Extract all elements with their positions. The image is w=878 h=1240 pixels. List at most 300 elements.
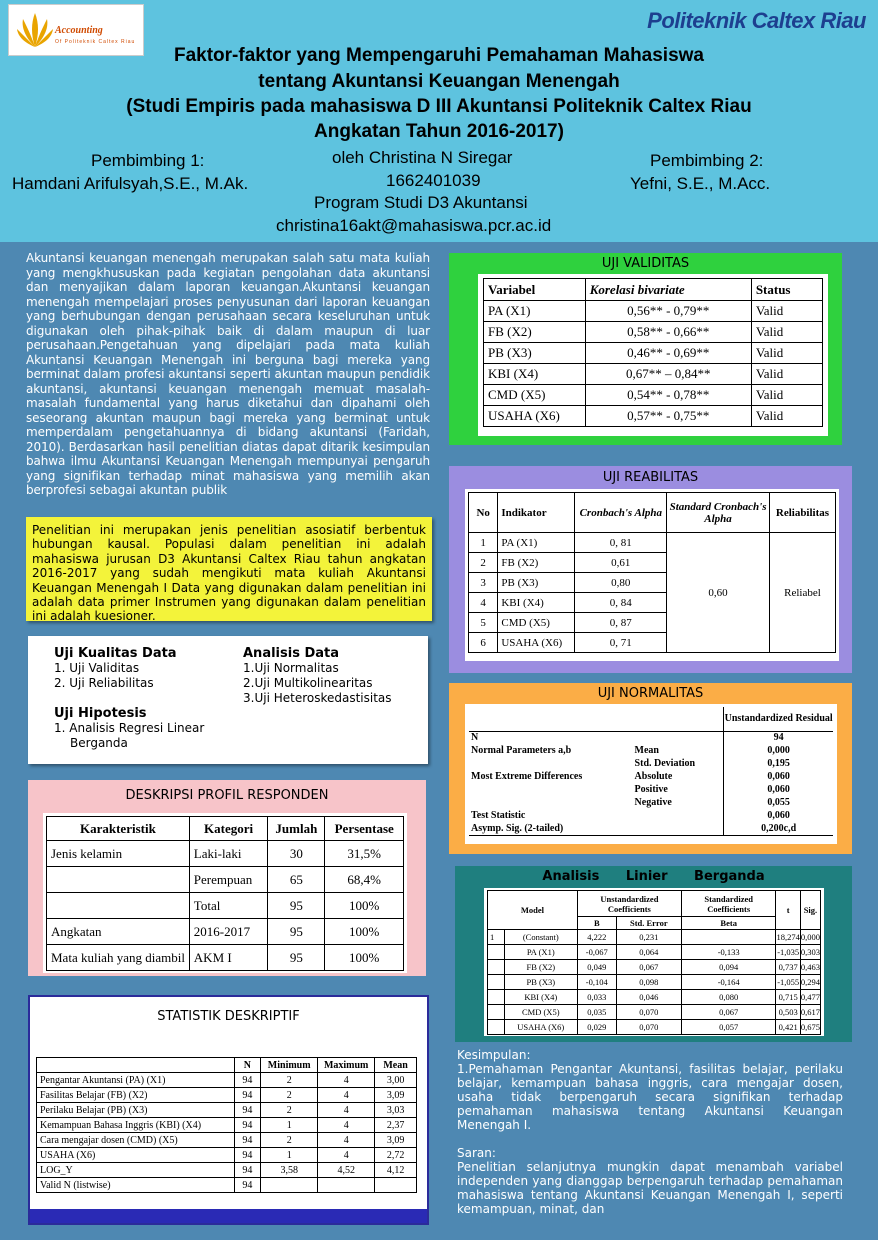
normalitas-row (469, 822, 833, 835)
regresi-cell: KBI (X4) (504, 990, 577, 1005)
reabilitas-cell: 0, 87 (575, 613, 667, 633)
regresi-cell: FB (X2) (504, 960, 577, 975)
statistik-cell: Fasilitas Belajar (FB) (X2) (37, 1088, 235, 1103)
validitas-row (484, 301, 823, 322)
statistik-body (37, 1073, 417, 1193)
normalitas-cell: 0,000 (724, 744, 833, 757)
statistik-cell: 2 (261, 1088, 318, 1103)
reabilitas-cell: 6 (469, 633, 498, 653)
normalitas-table-box (465, 704, 837, 844)
reabilitas-body (469, 533, 836, 653)
regresi-cell: 1 (488, 930, 505, 945)
statistik-cell: 4 (318, 1133, 375, 1148)
regresi-header: Model (488, 891, 578, 930)
profil-row (47, 945, 404, 971)
statistik-cell: 2 (261, 1103, 318, 1118)
profil-cell: Total (189, 893, 268, 919)
regresi-cell: 0,057 (681, 1020, 776, 1035)
pembimbing2-label: Pembimbing 2: (650, 151, 764, 170)
regresi-cell: PB (X3) (504, 975, 577, 990)
normalitas-row (469, 796, 833, 809)
normalitas-cell: Test Statistic (471, 810, 526, 821)
reabilitas-cell: 0, 71 (575, 633, 667, 653)
regresi-cell (488, 990, 505, 1005)
regresi-cell: 0,675 (800, 1020, 820, 1035)
validitas-cell: 0,67** – 0,84** (585, 364, 751, 385)
regresi-cell: 0,617 (800, 1005, 820, 1020)
validitas-cell: Valid (751, 322, 822, 343)
regresi-cell: 0,033 (577, 990, 616, 1005)
normalitas-cell: Negative (634, 797, 672, 808)
normalitas-cell (635, 822, 724, 835)
regresi-header: Unstandardized Coefficients (577, 891, 681, 917)
profil-cell: 68,4% (325, 867, 404, 893)
statistik-cell: Pengantar Akuntansi (PA) (X1) (37, 1073, 235, 1088)
profil-table-box (43, 813, 407, 973)
validitas-row (484, 406, 823, 427)
validitas-cell: PA (X1) (484, 301, 586, 322)
normalitas-cell: 0,060 (724, 809, 833, 822)
statistik-cell: 3,03 (375, 1103, 417, 1118)
regresi-row (488, 945, 821, 960)
validitas-cell: Valid (751, 364, 822, 385)
regresi-cell: 0,070 (616, 1020, 681, 1035)
validitas-header: Status (751, 279, 822, 301)
analisis-data-item: 1.Uji Normalitas (243, 661, 339, 675)
regresi-cell: PA (X1) (504, 945, 577, 960)
statistik-table (36, 1057, 417, 1193)
validitas-header: Korelasi bivariate (585, 279, 751, 301)
regresi-cell (488, 960, 505, 975)
statistik-header: Minimum (261, 1058, 318, 1073)
statistik-header: N (234, 1058, 261, 1073)
reabilitas-header: Cronbach's Alpha (575, 493, 667, 533)
validitas-table-box (478, 274, 828, 436)
analysis-methods-box (28, 636, 428, 764)
regresi-cell: -0,164 (681, 975, 776, 990)
statistik-cell: 4 (318, 1148, 375, 1163)
validitas-cell: 0,46** - 0,69** (585, 343, 751, 364)
regresi-cell: 0,067 (681, 1005, 776, 1020)
statistik-cell: 4,12 (375, 1163, 417, 1178)
regresi-cell: 0,080 (681, 990, 776, 1005)
validitas-cell: PB (X3) (484, 343, 586, 364)
regresi-header: Standardized Coefficients (681, 891, 776, 917)
reabilitas-table-box (465, 489, 839, 661)
regresi-header: Std. Error (616, 917, 681, 930)
statistik-cell (318, 1178, 375, 1193)
statistik-cell (261, 1178, 318, 1193)
title-line-4: Angkatan Tahun 2016-2017) (314, 121, 564, 142)
title-line-3: (Studi Empiris pada mahasiswa D III Akuntansi Politeknik Caltex Riau (126, 96, 752, 117)
statistik-cell: 2,72 (375, 1148, 417, 1163)
normalitas-cell: N (471, 732, 479, 744)
profil-header: Karakteristik (47, 817, 190, 841)
statistik-cell: 4,52 (318, 1163, 375, 1178)
saran-title: Saran: (457, 1146, 496, 1160)
author-email: christina16akt@mahasiswa.pcr.ac.id (276, 216, 552, 235)
normalitas-cell: 0,060 (724, 770, 833, 783)
method-text: Penelitian ini merupakan jenis penelitian asosiatif berbentuk hubungan kausal. Populasi dalam penelitian ini adalah mahasiswa jurusan D3 Akuntansi Caltex Riau tahun angkatan 2016-2017 yang sudah mengikuti mata kuliah Akuntansi Keuangan Menengah I Data yang digunakan dalam penelitian ini adalah data primer Instrumen yang digunakan dalam penelitian ini adalah kuesioner. (32, 523, 426, 624)
profil-title: DESKRIPSI PROFIL RESPONDEN (125, 788, 329, 803)
author-name: oleh Christina N Siregar (332, 148, 513, 167)
statistik-cell: 94 (234, 1103, 261, 1118)
validitas-cell: 0,58** - 0,66** (585, 322, 751, 343)
normalitas-cell: Positive (634, 784, 668, 795)
normalitas-cell: Absolute (634, 771, 673, 782)
statistik-cell: 1 (261, 1118, 318, 1133)
statistik-row (37, 1088, 417, 1103)
profil-cell: 95 (268, 919, 325, 945)
validitas-body (484, 301, 823, 427)
statistik-cell: 1 (261, 1148, 318, 1163)
statistik-cell: 3,09 (375, 1088, 417, 1103)
logo-brand-text: Accounting (55, 25, 103, 36)
normalitas-header: Unstandardized Residual (724, 707, 833, 731)
reabilitas-cell: CMD (X5) (498, 613, 575, 633)
regresi-header: t (776, 891, 800, 930)
regresi-cell: CMD (X5) (504, 1005, 577, 1020)
regresi-cell: 0,070 (616, 1005, 681, 1020)
normalitas-table (469, 707, 833, 836)
analisis-data-item: 2.Uji Multikolinearitas (243, 676, 373, 690)
profil-cell: 95 (268, 945, 325, 971)
reabilitas-cell: 5 (469, 613, 498, 633)
statistik-cell: 94 (234, 1088, 261, 1103)
author-nim: 1662401039 (386, 171, 481, 190)
normalitas-cell: 94 (724, 731, 833, 744)
regresi-row (488, 990, 821, 1005)
normalitas-cell (635, 731, 724, 744)
study-program: Program Studi D3 Akuntansi (314, 193, 528, 212)
statistik-cell: 94 (234, 1163, 261, 1178)
saran-text: Penelitian selanjutnya mungkin dapat menambah variabel independen yang dianggap berpengaruh terhadap pemahaman mahasiswa tentang Akuntansi Keuangan Menengah I, seperti kemampuan, minat, dan (457, 1160, 843, 1216)
introduction-text: Akuntansi keuangan menengah merupakan salah satu mata kuliah yang mengkhususkan pada kegiatan pengolahan data akuntansi dan menyajikan dalam laporan keuangan.Akuntansi keuangan menengah mempelajari proses penyusunan dari laporan keuangan yang berhubungan dengan perusahaan secara keseluruhan untuk digunakan oleh pihak-pihak baik di dalam maupun di luar perusahaan.Pengetahuan yang dipelajari pada mata kuliah Akuntansi Keuangan Menengah ini berguna bagi mereka yang berminat dalam profesi akuntansi seperti akuntan maupun pendidik akuntansi, akuntansi keuangan menengah memuat masalah-masalah fundamental yang harus diketahui dan dipahami oleh seseorang akuntan maupun bagi mereka yang berminat untuk memperdalam pengetahuannya di bidang akuntansi (Faridah, 2010). Berdasarkan hasil penelitian diatas dapat ditarik kesimpulan bahwa ilmu Akuntansi Keuangan Menengah mempunyai pengaruh yang signifikan terhadap minat mahasiswa yang memilih akan berprofesi sebagai akuntan publik (26, 251, 430, 497)
regresi-cell: 0,294 (800, 975, 820, 990)
normalitas-cell: Most Extreme Differences (471, 771, 583, 782)
reabilitas-cell: 2 (469, 553, 498, 573)
validitas-cell: KBI (X4) (484, 364, 586, 385)
validitas-cell: 0,57** - 0,75** (585, 406, 751, 427)
pembimbing2-name: Yefni, S.E., M.Acc. (630, 174, 771, 193)
reabilitas-cell: 0,80 (575, 573, 667, 593)
statistik-cell: 4 (318, 1118, 375, 1133)
normalitas-cell (469, 796, 635, 809)
profil-body (47, 841, 404, 971)
statistik-header: Maximum (318, 1058, 375, 1073)
regresi-cell: 4,222 (577, 930, 616, 945)
regresi-cell: 0,463 (800, 960, 820, 975)
regresi-panel (455, 866, 852, 1042)
profil-cell: AKM I (189, 945, 268, 971)
reabilitas-cell: KBI (X4) (498, 593, 575, 613)
regresi-cell: 0,421 (776, 1020, 800, 1035)
regresi-row (488, 930, 821, 945)
regresi-cell (488, 945, 505, 960)
regresi-cell: 0,049 (577, 960, 616, 975)
hipotesis-title: Uji Hipotesis (54, 706, 147, 721)
regresi-cell: 0,029 (577, 1020, 616, 1035)
validitas-cell: CMD (X5) (484, 385, 586, 406)
regresi-header: Sig. (800, 891, 820, 930)
statistik-bottom-bar (30, 1209, 427, 1223)
profil-row (47, 841, 404, 867)
profil-header: Jumlah (268, 817, 325, 841)
validitas-header: Variabel (484, 279, 586, 301)
profil-panel (28, 780, 426, 976)
statistik-title: STATISTIK DESKRIPTIF (157, 1009, 300, 1024)
validitas-cell: USAHA (X6) (484, 406, 586, 427)
reabilitas-cell: 0,61 (575, 553, 667, 573)
kesimpulan-section (457, 1048, 843, 1216)
validitas-panel (449, 253, 842, 445)
kesimpulan-title: Kesimpulan: (457, 1048, 531, 1062)
pembimbing1-name: Hamdani Arifulsyah,S.E., M.Ak. (12, 174, 249, 193)
validitas-cell: 0,54** - 0,78** (585, 385, 751, 406)
regresi-cell: 0,094 (681, 960, 776, 975)
normalitas-title: UJI NORMALITAS (597, 686, 704, 701)
profil-cell: Laki-laki (189, 841, 268, 867)
regresi-table-box (484, 888, 824, 1036)
regresi-cell: 0,303 (800, 945, 820, 960)
regresi-cell (488, 975, 505, 990)
normalitas-cell (469, 757, 635, 770)
reabilitas-panel (449, 466, 852, 673)
analisis-data-title: Analisis Data (243, 646, 340, 661)
statistik-row (37, 1118, 417, 1133)
kualitas-title: Uji Kualitas Data (54, 646, 177, 661)
regresi-cell: 0,000 (800, 930, 820, 945)
regresi-cell: 0,035 (577, 1005, 616, 1020)
statistik-row (37, 1178, 417, 1193)
regresi-cell: -0,133 (681, 945, 776, 960)
statistik-row (37, 1103, 417, 1118)
logo-brand-subtext: Of Politeknik Caltex Riau (55, 39, 136, 45)
validitas-cell: Valid (751, 406, 822, 427)
analisis-data-column (243, 646, 392, 706)
reabilitas-cell: USAHA (X6) (498, 633, 575, 653)
analisis-data-item: 3.Uji Heteroskedastisitas (243, 691, 392, 705)
reabilitas-cell: 1 (469, 533, 498, 553)
normalitas-cell: Asymp. Sig. (2-tailed) (469, 822, 635, 835)
profil-cell: 100% (325, 945, 404, 971)
normalitas-row (469, 809, 833, 822)
normalitas-cell: 0,195 (724, 757, 833, 770)
profil-row (47, 867, 404, 893)
profil-cell: 31,5% (325, 841, 404, 867)
statistik-cell: 94 (234, 1118, 261, 1133)
regresi-cell: -0,104 (577, 975, 616, 990)
statistik-cell: USAHA (X6) (37, 1148, 235, 1163)
statistik-cell: Valid N (listwise) (37, 1178, 235, 1193)
kualitas-item: 1. Uji Validitas (54, 661, 140, 675)
validitas-row (484, 322, 823, 343)
statistik-cell: 94 (234, 1178, 261, 1193)
regresi-cell: 0,067 (616, 960, 681, 975)
validitas-table (483, 278, 823, 427)
regresi-header: Beta (681, 917, 776, 930)
regresi-row (488, 1020, 821, 1035)
statistik-header: Mean (375, 1058, 417, 1073)
statistik-cell: Kemampuan Bahasa Inggris (KBI) (X4) (37, 1118, 235, 1133)
normalitas-cell: 0,055 (724, 796, 833, 809)
regresi-cell (681, 930, 776, 945)
regresi-cell: -0,067 (577, 945, 616, 960)
profil-cell: 65 (268, 867, 325, 893)
profil-row (47, 919, 404, 945)
reabilitas-cell: FB (X2) (498, 553, 575, 573)
reabilitas-header: No (469, 493, 498, 533)
statistik-cell: 4 (318, 1103, 375, 1118)
hipotesis-item-cont: Berganda (70, 736, 128, 750)
statistik-cell: Cara mengajar dosen (CMD) (X5) (37, 1133, 235, 1148)
statistik-cell: 4 (318, 1088, 375, 1103)
statistik-cell: 3,58 (261, 1163, 318, 1178)
validitas-row (484, 364, 823, 385)
reabilitas-cell: 3 (469, 573, 498, 593)
statistik-row (37, 1073, 417, 1088)
title-line-1: Faktor-faktor yang Mempengaruhi Pemahaman Mahasiswa (173, 45, 705, 66)
reabilitas-cell: PA (X1) (498, 533, 575, 553)
profil-cell: Perempuan (189, 867, 268, 893)
normalitas-cell (469, 783, 635, 796)
profil-header: Persentase (325, 817, 404, 841)
title-line-2: tentang Akuntansi Keuangan Menengah (258, 71, 620, 92)
reabilitas-title: UJI REABILITAS (602, 470, 699, 485)
reabilitas-cell: 4 (469, 593, 498, 613)
statistik-cell: LOG_Y (37, 1163, 235, 1178)
statistik-panel (28, 995, 429, 1225)
regresi-table (487, 890, 821, 1035)
normalitas-cell: Normal Parameters a,b (471, 745, 572, 756)
reabilitas-table (468, 492, 836, 653)
profil-cell: 100% (325, 893, 404, 919)
regresi-cell: 0,737 (776, 960, 800, 975)
reabilitas-cell: 0, 81 (575, 533, 667, 553)
regresi-cell: 0,064 (616, 945, 681, 960)
statistik-cell: 94 (234, 1148, 261, 1163)
statistik-cell: Perilaku Belajar (PB) (X3) (37, 1103, 235, 1118)
regresi-cell: 0,098 (616, 975, 681, 990)
normalitas-row (469, 744, 833, 757)
regresi-header: B (577, 917, 616, 930)
profil-cell (47, 867, 190, 893)
validitas-cell: Valid (751, 301, 822, 322)
statistik-row (37, 1163, 417, 1178)
reabilitas-row (469, 533, 836, 553)
validitas-row (484, 343, 823, 364)
statistik-cell: 3,09 (375, 1133, 417, 1148)
statistik-cell: 2,37 (375, 1118, 417, 1133)
validitas-cell: Valid (751, 343, 822, 364)
profil-cell: Angkatan (47, 919, 190, 945)
reabilitas-header: Reliabilitas (769, 493, 835, 533)
regresi-cell (488, 1020, 505, 1035)
statistik-cell: 94 (234, 1073, 261, 1088)
poster-header (0, 0, 878, 242)
kualitas-item: 2. Uji Reliabilitas (54, 676, 154, 690)
validitas-cell: 0,56** - 0,79** (585, 301, 751, 322)
regresi-cell: 0,046 (616, 990, 681, 1005)
profil-cell: 2016-2017 (189, 919, 268, 945)
validitas-cell: Valid (751, 385, 822, 406)
statistik-cell: 3,00 (375, 1073, 417, 1088)
normalitas-panel (449, 683, 852, 854)
normalitas-cell (635, 809, 724, 822)
profil-row (47, 893, 404, 919)
normalitas-cell: 0,200c,d (724, 822, 833, 835)
validitas-cell: FB (X2) (484, 322, 586, 343)
normalitas-row (469, 783, 833, 796)
reabilitas-standard: 0,60 (667, 533, 770, 653)
regresi-cell (488, 1005, 505, 1020)
regresi-row (488, 1005, 821, 1020)
regresi-body (488, 930, 821, 1035)
regresi-cell: USAHA (X6) (504, 1020, 577, 1035)
normalitas-row (469, 757, 833, 770)
profil-cell: 100% (325, 919, 404, 945)
statistik-cell: 2 (261, 1073, 318, 1088)
statistik-row (37, 1133, 417, 1148)
regresi-row (488, 975, 821, 990)
kesimpulan-text: 1.Pemahaman Pengantar Akuntansi, fasilitas belajar, perilaku belajar, kemampuan bahasa inggris, cara mengajar dosen, usaha tidak berpengaruh secara signifikan terhadap pemahaman mahasiswa tentang Akuntansi Keuangan Menengah I. (457, 1062, 843, 1132)
regresi-cell: -1,055 (776, 975, 800, 990)
regresi-title: Analisis Linier Berganda (542, 869, 765, 884)
statistik-table-box (36, 1057, 417, 1207)
profil-cell: 30 (268, 841, 325, 867)
kualitas-column (54, 646, 204, 751)
statistik-cell: 94 (234, 1133, 261, 1148)
reabilitas-status: Reliabel (769, 533, 835, 653)
reabilitas-cell: 0, 84 (575, 593, 667, 613)
regresi-cell: 0,503 (776, 1005, 800, 1020)
reabilitas-cell: PB (X3) (498, 573, 575, 593)
regresi-row (488, 960, 821, 975)
profil-cell: 95 (268, 893, 325, 919)
regresi-cell: -1,035 (776, 945, 800, 960)
statistik-header (37, 1058, 235, 1073)
regresi-cell: 18,274 (776, 930, 800, 945)
normalitas-cell: Std. Deviation (634, 758, 696, 769)
regresi-cell: 0,231 (616, 930, 681, 945)
normalitas-cell: Mean (634, 745, 659, 756)
normalitas-cell: 0,060 (724, 783, 833, 796)
statistik-cell: 2 (261, 1133, 318, 1148)
method-box (26, 517, 432, 624)
statistik-cell (375, 1178, 417, 1193)
normalitas-body (469, 731, 833, 835)
statistik-row (37, 1148, 417, 1163)
profil-table (46, 816, 404, 971)
regresi-cell: 0,477 (800, 990, 820, 1005)
regresi-cell: (Constant) (504, 930, 577, 945)
reabilitas-header: Standard Cronbach's Alpha (667, 493, 770, 533)
profil-cell: Mata kuliah yang diambil (47, 945, 190, 971)
profil-header: Kategori (189, 817, 268, 841)
validitas-row (484, 385, 823, 406)
normalitas-row (469, 731, 833, 744)
validitas-title: UJI VALIDITAS (601, 256, 690, 271)
statistik-cell: 4 (318, 1073, 375, 1088)
reabilitas-header: Indikator (498, 493, 575, 533)
profil-cell: Jenis kelamin (47, 841, 190, 867)
pembimbing1-label: Pembimbing 1: (91, 151, 205, 170)
institution-name: Politeknik Caltex Riau (647, 8, 866, 33)
hipotesis-item: 1. Analisis Regresi Linear (54, 721, 205, 735)
normalitas-row (469, 770, 833, 783)
profil-cell (47, 893, 190, 919)
regresi-cell: 0,715 (776, 990, 800, 1005)
